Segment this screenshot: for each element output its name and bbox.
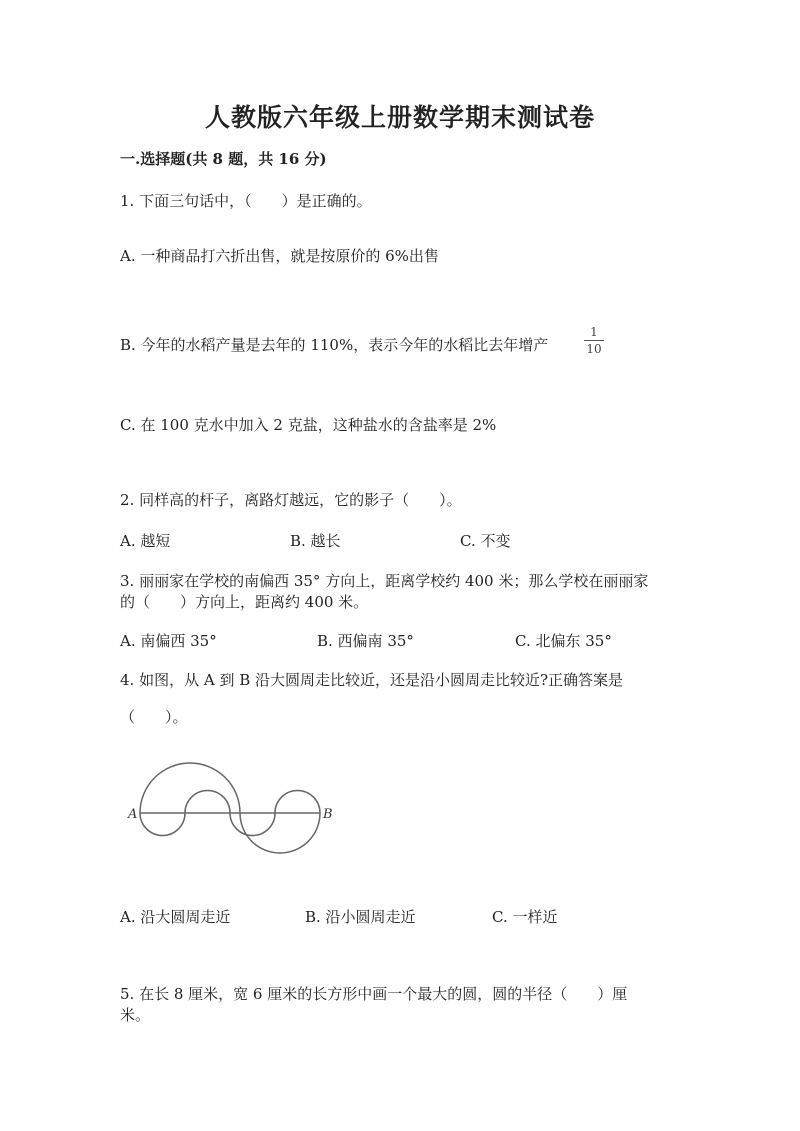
- question-1-fraction: [583, 326, 605, 355]
- circle-paths-figure: [124, 760, 344, 865]
- question-2-option-a: A. 越短: [120, 532, 171, 550]
- fraction-numerator: 1: [590, 325, 598, 339]
- question-5-stem-line-1: 5. 在长 8 厘米，宽 6 厘米的长方形中画一个最大的圆，圆的半径（ ）厘: [120, 985, 628, 1003]
- question-3-stem-line-2: 的（ ）方向上，距离约 400 米。: [120, 593, 369, 611]
- question-3-option-a: A. 南偏西 35°: [120, 632, 217, 650]
- question-2-option-b: B. 越长: [290, 532, 341, 550]
- question-1-option-c: C. 在 100 克水中加入 2 克盐，这种盐水的含盐率是 2%: [120, 416, 497, 434]
- question-1-option-b: B. 今年的水稻产量是去年的 110%，表示今年的水稻比去年增产: [120, 336, 549, 354]
- question-3-option-c: C. 北偏东 35°: [515, 632, 612, 650]
- question-1-option-a: A. 一种商品打六折出售，就是按原价的 6%出售: [120, 247, 439, 265]
- section-heading: 一.选择题(共 8 题，共 16 分): [120, 150, 327, 168]
- fraction-denominator: 10: [586, 342, 602, 356]
- question-4-option-b: B. 沿小圆周走近: [305, 908, 416, 926]
- question-4-option-c: C. 一样近: [492, 908, 558, 926]
- question-1-stem: 1. 下面三句话中，（ ）是正确的。: [120, 192, 372, 210]
- question-4-stem-line-1: 4. 如图，从 A 到 B 沿大圆周走比较近，还是沿小圆周走比较近?正确答案是: [120, 671, 624, 689]
- page-title: 人教版六年级上册数学期末测试卷: [204, 103, 595, 132]
- question-5-stem-line-2: 米。: [120, 1006, 151, 1024]
- point-a-label: A: [128, 807, 138, 822]
- question-4-option-a: A. 沿大圆周走近: [120, 908, 231, 926]
- point-b-label: B: [323, 807, 333, 822]
- question-2-option-c: C. 不变: [460, 532, 511, 550]
- question-2-stem: 2. 同样高的杆子，离路灯越远，它的影子（ ）。: [120, 491, 462, 509]
- question-3-option-b: B. 西偏南 35°: [317, 632, 414, 650]
- question-3-stem-line-1: 3. 丽丽家在学校的南偏西 35° 方向上，距离学校约 400 米；那么学校在丽丽家: [120, 572, 649, 590]
- question-4-stem-line-2: （ ）。: [120, 708, 188, 726]
